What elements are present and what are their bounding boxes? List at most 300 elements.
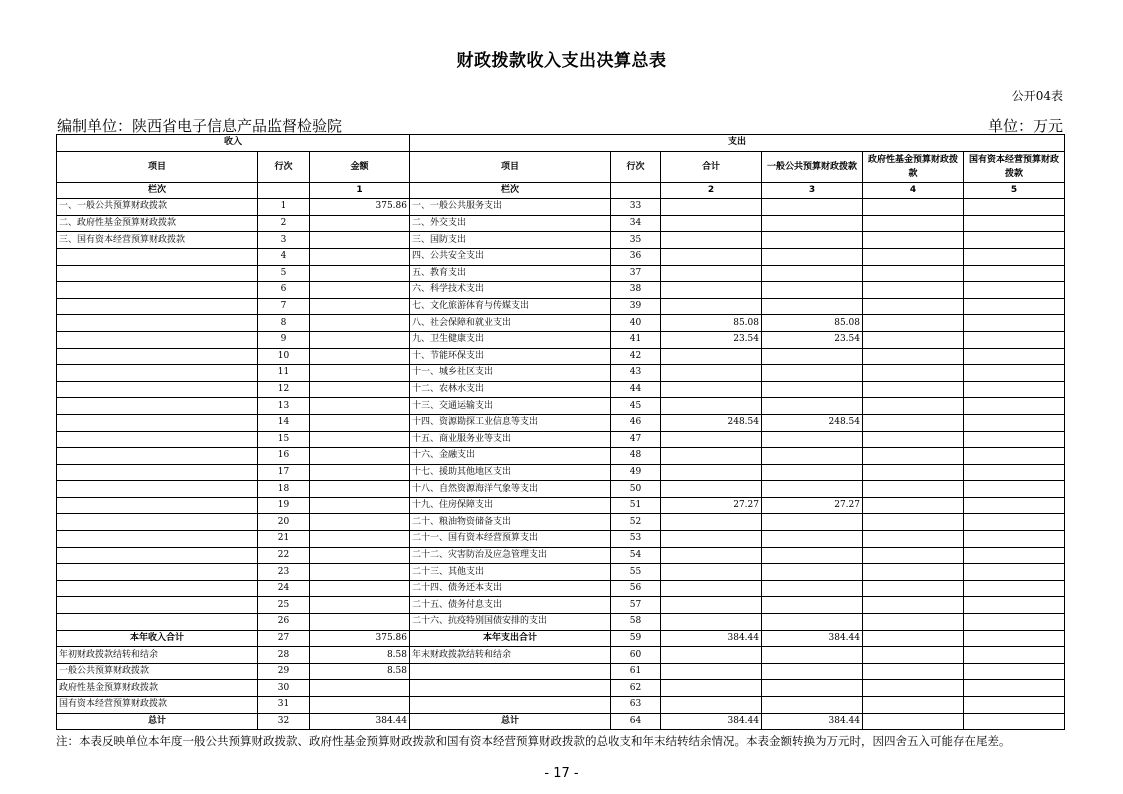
expense-line-cell: 62 <box>611 680 661 697</box>
general-budget-cell <box>762 464 863 481</box>
gov-fund-cell <box>863 215 964 232</box>
expense-line-cell: 50 <box>611 481 661 498</box>
state-capital-cell <box>964 199 1065 216</box>
income-amount-cell <box>310 597 410 614</box>
income-line-header: 行次 <box>258 151 310 182</box>
income-amount-cell: 375.86 <box>310 630 410 647</box>
expense-line-cell: 53 <box>611 531 661 548</box>
income-item-cell: 年初财政拨款结转和结余 <box>57 647 258 664</box>
general-budget-cell <box>762 431 863 448</box>
gov-fund-cell <box>863 431 964 448</box>
general-budget-cell: 27.27 <box>762 497 863 514</box>
general-budget-cell <box>762 514 863 531</box>
total-cell <box>661 597 762 614</box>
income-amount-cell <box>310 232 410 249</box>
expense-line-cell: 59 <box>611 630 661 647</box>
total-cell <box>661 381 762 398</box>
income-line-cell: 27 <box>258 630 310 647</box>
table-row <box>57 514 1065 531</box>
income-line-cell: 30 <box>258 680 310 697</box>
table-row <box>57 431 1065 448</box>
income-amount-cell <box>310 514 410 531</box>
state-capital-cell <box>964 282 1065 299</box>
income-item-cell <box>57 514 258 531</box>
state-capital-cell <box>964 431 1065 448</box>
expense-line-header: 行次 <box>611 151 661 182</box>
general-budget-cell: 85.08 <box>762 315 863 332</box>
gov-fund-cell <box>863 680 964 697</box>
income-line-cell: 29 <box>258 663 310 680</box>
income-line-cell: 15 <box>258 431 310 448</box>
income-amount-cell <box>310 331 410 348</box>
expense-item-cell: 十三、交通运输支出 <box>410 398 611 415</box>
income-line-cell: 9 <box>258 331 310 348</box>
gov-fund-cell <box>863 630 964 647</box>
general-budget-cell <box>762 448 863 465</box>
state-capital-cell <box>964 514 1065 531</box>
income-item-cell: 国有资本经营预算财政拨款 <box>57 697 258 714</box>
form-number: 公开04表 <box>1011 89 1063 103</box>
gov-fund-cell <box>863 232 964 249</box>
income-amount-cell <box>310 580 410 597</box>
state-capital-cell <box>964 663 1065 680</box>
table-row <box>57 547 1065 564</box>
general-budget-cell <box>762 647 863 664</box>
income-amount-cell <box>310 481 410 498</box>
state-capital-cell <box>964 414 1065 431</box>
income-amount-cell <box>310 215 410 232</box>
expense-line-cell: 47 <box>611 431 661 448</box>
gov-fund-cell <box>863 697 964 714</box>
income-item-cell <box>57 414 258 431</box>
income-amount-cell <box>310 365 410 382</box>
income-line-cell: 11 <box>258 365 310 382</box>
table-row <box>57 199 1065 216</box>
income-line-cell: 8 <box>258 315 310 332</box>
income-line-cell: 19 <box>258 497 310 514</box>
expense-item-cell: 五、教育支出 <box>410 265 611 282</box>
income-item-cell <box>57 248 258 265</box>
gov-fund-cell <box>863 448 964 465</box>
table-row <box>57 680 1065 697</box>
income-line-cell: 24 <box>258 580 310 597</box>
gov-fund-cell <box>863 580 964 597</box>
state-capital-cell <box>964 315 1065 332</box>
income-item-cell <box>57 298 258 315</box>
income-line-cell: 28 <box>258 647 310 664</box>
income-line-cell: 13 <box>258 398 310 415</box>
expense-line-cell: 48 <box>611 448 661 465</box>
general-budget-cell <box>762 597 863 614</box>
income-line-cell: 3 <box>258 232 310 249</box>
expense-line-cell: 52 <box>611 514 661 531</box>
general-budget-cell <box>762 265 863 282</box>
income-amount-cell <box>310 315 410 332</box>
expense-item-cell: 六、科学技术支出 <box>410 282 611 299</box>
expense-item-cell: 年末财政拨款结转和结余 <box>410 647 611 664</box>
table-row <box>57 215 1065 232</box>
table-row <box>57 497 1065 514</box>
table-row <box>57 232 1065 249</box>
state-capital-cell <box>964 331 1065 348</box>
page-number: - 17 - <box>544 766 579 781</box>
expense-line-cell: 44 <box>611 381 661 398</box>
income-item-cell <box>57 282 258 299</box>
total-cell <box>661 547 762 564</box>
total-cell <box>661 215 762 232</box>
expense-item-cell: 十八、自然资源海洋气象等支出 <box>410 481 611 498</box>
general-budget-cell <box>762 697 863 714</box>
table-row <box>57 630 1065 647</box>
total-cell <box>661 232 762 249</box>
income-item-cell: 总计 <box>57 713 258 730</box>
expense-line-cell: 54 <box>611 547 661 564</box>
total-cell <box>661 448 762 465</box>
total-cell <box>661 248 762 265</box>
gov-fund-cell <box>863 564 964 581</box>
income-amount-cell <box>310 464 410 481</box>
table-row <box>57 614 1065 631</box>
total-cell: 248.54 <box>661 414 762 431</box>
income-amount-cell <box>310 265 410 282</box>
expense-line-cell: 36 <box>611 248 661 265</box>
total-cell: 384.44 <box>661 630 762 647</box>
income-header: 收入 <box>57 135 410 152</box>
income-item-cell: 三、国有资本经营预算财政拨款 <box>57 232 258 249</box>
income-item-cell <box>57 614 258 631</box>
gov-fund-cell <box>863 248 964 265</box>
state-capital-cell <box>964 680 1065 697</box>
table-row <box>57 381 1065 398</box>
general-budget-cell: 384.44 <box>762 713 863 730</box>
total-cell <box>661 564 762 581</box>
expense-line-cell: 43 <box>611 365 661 382</box>
expense-line-cell: 56 <box>611 580 661 597</box>
income-line-cell: 17 <box>258 464 310 481</box>
state-capital-cell <box>964 497 1065 514</box>
budget-table <box>56 134 1065 730</box>
general-budget-cell <box>762 215 863 232</box>
general-budget-cell <box>762 282 863 299</box>
expense-item-cell: 总计 <box>410 713 611 730</box>
total-cell <box>661 282 762 299</box>
expense-header: 支出 <box>410 135 1065 152</box>
gov-fund-cell <box>863 315 964 332</box>
income-amount-header: 金额 <box>310 151 410 182</box>
total-cell: 384.44 <box>661 713 762 730</box>
table-row <box>57 331 1065 348</box>
income-item-cell <box>57 481 258 498</box>
income-item-cell: 政府性基金预算财政拨款 <box>57 680 258 697</box>
income-amount-cell <box>310 448 410 465</box>
expense-item-cell: 九、卫生健康支出 <box>410 331 611 348</box>
table-row <box>57 365 1065 382</box>
expense-line-cell: 60 <box>611 647 661 664</box>
expense-item-cell: 十七、援助其他地区支出 <box>410 464 611 481</box>
total-cell <box>661 348 762 365</box>
state-capital-header: 国有资本经营预算财政拨款 <box>964 151 1065 182</box>
table-row <box>57 248 1065 265</box>
income-line-cell: 1 <box>258 199 310 216</box>
table-row <box>57 348 1065 365</box>
income-item-cell: 一、一般公共预算财政拨款 <box>57 199 258 216</box>
expense-item-cell: 十五、商业服务业等支出 <box>410 431 611 448</box>
income-item-cell <box>57 265 258 282</box>
total-cell: 85.08 <box>661 315 762 332</box>
general-budget-cell <box>762 614 863 631</box>
income-line-cell: 20 <box>258 514 310 531</box>
general-budget-cell <box>762 663 863 680</box>
total-cell <box>661 514 762 531</box>
column-index-4: 4 <box>863 182 964 199</box>
total-cell <box>661 431 762 448</box>
table-row <box>57 398 1065 415</box>
state-capital-cell <box>964 381 1065 398</box>
general-budget-cell: 384.44 <box>762 630 863 647</box>
gov-fund-cell <box>863 514 964 531</box>
table-row <box>57 464 1065 481</box>
income-item-cell <box>57 464 258 481</box>
income-item-header: 项目 <box>57 151 258 182</box>
state-capital-cell <box>964 531 1065 548</box>
table-row <box>57 713 1065 730</box>
income-item-cell <box>57 331 258 348</box>
income-item-cell: 本年收入合计 <box>57 630 258 647</box>
general-budget-cell: 23.54 <box>762 331 863 348</box>
currency-unit: 单位：万元 <box>987 117 1063 135</box>
state-capital-cell <box>964 232 1065 249</box>
gov-fund-cell <box>863 348 964 365</box>
expense-line-cell: 51 <box>611 497 661 514</box>
income-line-cell: 7 <box>258 298 310 315</box>
expense-item-cell: 二、外交支出 <box>410 215 611 232</box>
general-budget-header: 一般公共预算财政拨款 <box>762 151 863 182</box>
expense-line-cell: 64 <box>611 713 661 730</box>
total-cell <box>661 614 762 631</box>
compiling-unit: 编制单位：陕西省电子信息产品监督检验院 <box>57 117 343 135</box>
income-item-cell <box>57 348 258 365</box>
income-amount-cell: 8.58 <box>310 647 410 664</box>
income-amount-cell <box>310 414 410 431</box>
total-cell <box>661 680 762 697</box>
income-line-cell: 25 <box>258 597 310 614</box>
income-line-cell: 21 <box>258 531 310 548</box>
income-amount-cell: 384.44 <box>310 713 410 730</box>
income-line-cell: 23 <box>258 564 310 581</box>
general-budget-cell <box>762 481 863 498</box>
income-item-cell <box>57 315 258 332</box>
expense-line-cell: 38 <box>611 282 661 299</box>
section-header-row <box>57 135 1065 152</box>
expense-item-cell: 七、文化旅游体育与传媒支出 <box>410 298 611 315</box>
column-index-1: 1 <box>310 182 410 199</box>
general-budget-cell <box>762 531 863 548</box>
expense-line-cell: 57 <box>611 597 661 614</box>
income-amount-cell <box>310 614 410 631</box>
column-index-2: 2 <box>661 182 762 199</box>
total-cell <box>661 365 762 382</box>
gov-fund-cell <box>863 614 964 631</box>
expense-line-cell: 41 <box>611 331 661 348</box>
general-budget-cell <box>762 680 863 697</box>
gov-fund-cell <box>863 663 964 680</box>
state-capital-cell <box>964 630 1065 647</box>
total-cell <box>661 464 762 481</box>
state-capital-cell <box>964 365 1065 382</box>
table-row <box>57 580 1065 597</box>
table-row <box>57 448 1065 465</box>
income-amount-cell <box>310 680 410 697</box>
income-line-cell: 10 <box>258 348 310 365</box>
general-budget-cell <box>762 298 863 315</box>
income-line-cell: 16 <box>258 448 310 465</box>
state-capital-cell <box>964 564 1065 581</box>
expense-line-cell: 49 <box>611 464 661 481</box>
expense-item-cell: 八、社会保障和就业支出 <box>410 315 611 332</box>
income-line-cell: 22 <box>258 547 310 564</box>
column-index-3: 3 <box>762 182 863 199</box>
income-item-cell <box>57 431 258 448</box>
state-capital-cell <box>964 298 1065 315</box>
general-budget-cell <box>762 232 863 249</box>
footnote: 注：本表反映单位本年度一般公共预算财政拨款、政府性基金预算财政拨款和国有资本经营预算财政拨款的总收支和年末结转结余情况。本表金额转换为万元时，因四舍五入可能存在尾差。 <box>56 734 1011 748</box>
expense-item-cell: 四、公共安全支出 <box>410 248 611 265</box>
gov-fund-cell <box>863 381 964 398</box>
general-budget-cell <box>762 348 863 365</box>
income-line-cell: 31 <box>258 697 310 714</box>
total-cell <box>661 398 762 415</box>
gov-fund-header: 政府性基金预算财政拨款 <box>863 151 964 182</box>
table-row <box>57 414 1065 431</box>
expense-item-cell: 二十四、债务还本支出 <box>410 580 611 597</box>
income-item-cell <box>57 365 258 382</box>
table-row <box>57 282 1065 299</box>
table-row <box>57 298 1065 315</box>
gov-fund-cell <box>863 647 964 664</box>
state-capital-cell <box>964 713 1065 730</box>
gov-fund-cell <box>863 398 964 415</box>
gov-fund-cell <box>863 497 964 514</box>
table-row <box>57 531 1065 548</box>
income-amount-cell <box>310 348 410 365</box>
state-capital-cell <box>964 448 1065 465</box>
expense-item-cell: 一、一般公共服务支出 <box>410 199 611 216</box>
expense-line-cell: 37 <box>611 265 661 282</box>
gov-fund-cell <box>863 531 964 548</box>
state-capital-cell <box>964 348 1065 365</box>
income-amount-cell <box>310 497 410 514</box>
expense-item-cell <box>410 680 611 697</box>
state-capital-cell <box>964 647 1065 664</box>
income-amount-cell: 8.58 <box>310 663 410 680</box>
gov-fund-cell <box>863 331 964 348</box>
income-line-cell: 32 <box>258 713 310 730</box>
column-label: 栏次 <box>57 182 258 199</box>
expense-line-cell: 40 <box>611 315 661 332</box>
expense-line-cell: 58 <box>611 614 661 631</box>
total-cell <box>661 531 762 548</box>
general-budget-cell <box>762 365 863 382</box>
expense-item-cell: 二十二、灾害防治及应急管理支出 <box>410 547 611 564</box>
income-amount-cell <box>310 697 410 714</box>
total-header: 合计 <box>661 151 762 182</box>
table-row <box>57 315 1065 332</box>
income-item-cell: 一般公共预算财政拨款 <box>57 663 258 680</box>
gov-fund-cell <box>863 199 964 216</box>
table-row <box>57 697 1065 714</box>
total-cell <box>661 298 762 315</box>
income-amount-cell <box>310 248 410 265</box>
state-capital-cell <box>964 614 1065 631</box>
expense-line-cell: 45 <box>611 398 661 415</box>
total-cell <box>661 647 762 664</box>
expense-item-cell: 十一、城乡社区支出 <box>410 365 611 382</box>
state-capital-cell <box>964 597 1065 614</box>
income-amount-cell <box>310 398 410 415</box>
table-row <box>57 597 1065 614</box>
total-cell <box>661 481 762 498</box>
income-line-cell: 5 <box>258 265 310 282</box>
state-capital-cell <box>964 547 1065 564</box>
income-item-cell <box>57 597 258 614</box>
income-amount-cell <box>310 381 410 398</box>
expense-item-cell: 二十六、抗疫特别国债安排的支出 <box>410 614 611 631</box>
column-index-5: 5 <box>964 182 1065 199</box>
gov-fund-cell <box>863 365 964 382</box>
income-amount-cell <box>310 282 410 299</box>
total-cell <box>661 663 762 680</box>
expense-line-cell: 63 <box>611 697 661 714</box>
expense-item-cell: 十六、金融支出 <box>410 448 611 465</box>
table-row <box>57 564 1065 581</box>
total-cell: 27.27 <box>661 497 762 514</box>
expense-item-cell: 二十五、债务付息支出 <box>410 597 611 614</box>
state-capital-cell <box>964 398 1065 415</box>
expense-line-cell: 55 <box>611 564 661 581</box>
expense-item-cell: 本年支出合计 <box>410 630 611 647</box>
income-item-cell: 二、政府性基金预算财政拨款 <box>57 215 258 232</box>
income-line-cell: 12 <box>258 381 310 398</box>
income-amount-cell: 375.86 <box>310 199 410 216</box>
income-amount-cell <box>310 547 410 564</box>
state-capital-cell <box>964 481 1065 498</box>
expense-item-cell: 十二、农林水支出 <box>410 381 611 398</box>
income-item-cell <box>57 547 258 564</box>
general-budget-cell <box>762 248 863 265</box>
income-item-cell <box>57 580 258 597</box>
income-item-cell <box>57 497 258 514</box>
state-capital-cell <box>964 215 1065 232</box>
state-capital-cell <box>964 265 1065 282</box>
expense-item-cell: 二十一、国有资本经营预算支出 <box>410 531 611 548</box>
income-amount-cell <box>310 564 410 581</box>
expense-item-cell: 二十三、其他支出 <box>410 564 611 581</box>
gov-fund-cell <box>863 713 964 730</box>
income-amount-cell <box>310 431 410 448</box>
general-budget-cell: 248.54 <box>762 414 863 431</box>
expense-line-cell: 42 <box>611 348 661 365</box>
general-budget-cell <box>762 398 863 415</box>
expense-line-cell: 39 <box>611 298 661 315</box>
total-cell: 23.54 <box>661 331 762 348</box>
gov-fund-cell <box>863 481 964 498</box>
expense-item-cell <box>410 663 611 680</box>
expense-item-cell: 十九、住房保障支出 <box>410 497 611 514</box>
gov-fund-cell <box>863 597 964 614</box>
expense-item-cell: 二十、粮油物资储备支出 <box>410 514 611 531</box>
income-line-cell: 6 <box>258 282 310 299</box>
total-cell <box>661 697 762 714</box>
